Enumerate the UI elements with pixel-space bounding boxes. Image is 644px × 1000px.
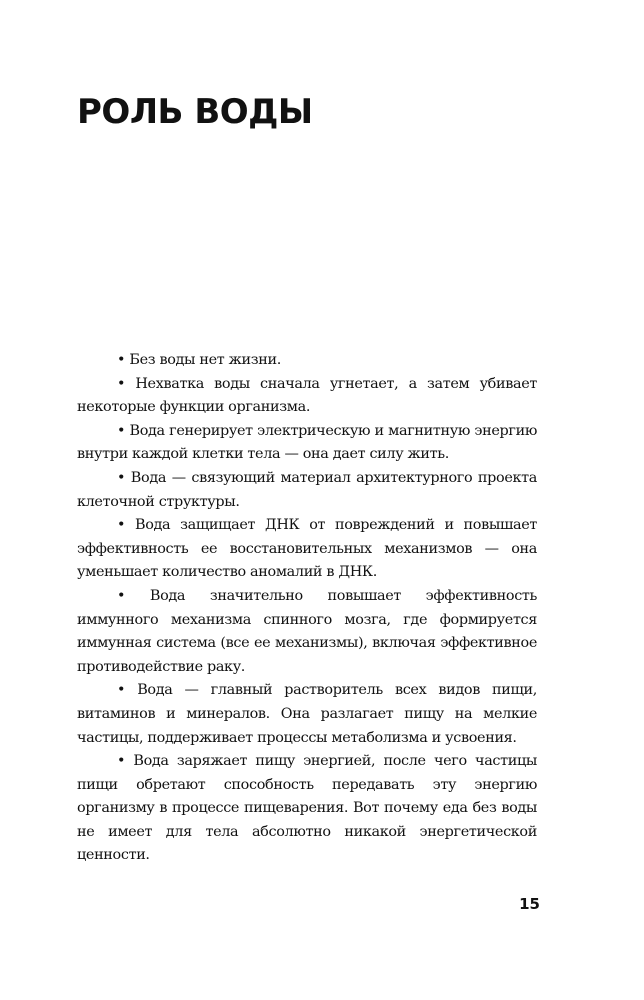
- list-item: • Без воды нет жизни.: [117, 352, 281, 368]
- page-title: РОЛЬ ВОДЫ: [77, 92, 313, 132]
- list-item: • Нехватка воды сначала угнетает, а затем убивает некоторые функции организма.: [77, 375, 537, 416]
- list-item: • Вода — связующий материал архитектурного проекта клеточной структуры.: [77, 469, 537, 510]
- list-item: • Вода — главный растворитель всех видов пищи, витаминов и минералов. Она разлагает пищу на мелкие частицы, поддерживает процессы метаболизма и усвоения.: [77, 682, 537, 746]
- list-item: • Вода защищает ДНК от повреждений и повышает эффективность ее восстановительных механизмов — она уменьшает количество аномалий в ДНК.: [77, 517, 537, 581]
- list-item: • Вода генерирует электрическую и магнитную энергию внутри каждой клетки тела — она дает силу жить.: [77, 422, 537, 463]
- bullet-list: [77, 349, 537, 868]
- list-item: • Вода заряжает пищу энергией, после чего частицы пищи обретают способность передавать эту энергию организму в процессе пищеварения. Вот почему еда без воды не имеет для тела абсолютно никакой энергетической ценности.: [77, 753, 537, 864]
- page-number: 15: [519, 895, 540, 913]
- list-item: • Вода значительно повышает эффективность иммунного механизма спинного мозга, где формируется иммунная система (все ее механизмы), включая эффективное противодействие раку.: [77, 587, 537, 675]
